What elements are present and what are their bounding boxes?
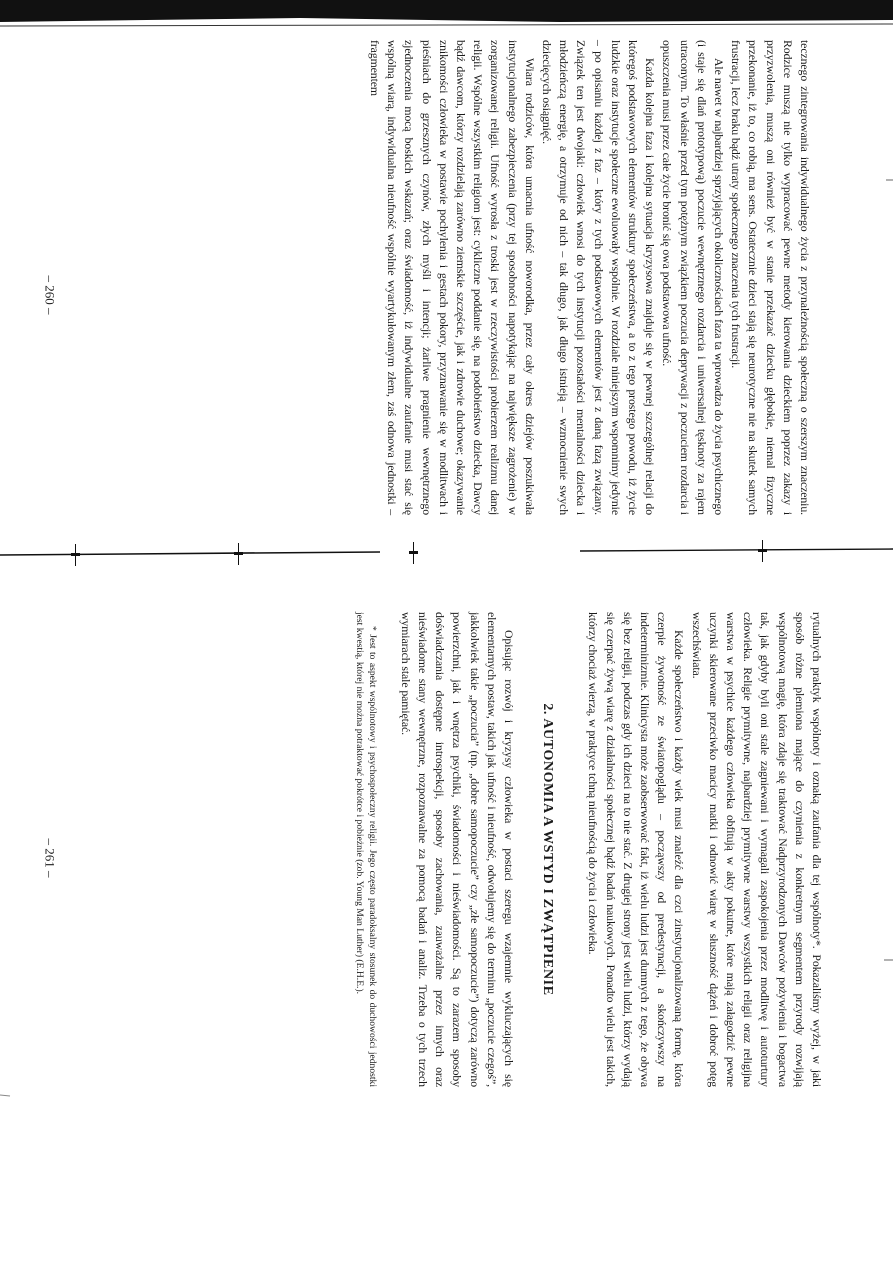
left-page-column	[88, 40, 813, 515]
gutter-rule-right	[580, 549, 893, 551]
paragraph: Wiara rodziców, która umacnia ufność noworodka, przez cały okres dziejów poszukiwała instytucjonalnego zabezpieczenia (przy tej sposobności napotykając na największe zagrożenie) w zorganizowanej religii. Ufność wyrosła z troski jest w rzeczywistości probierzem realizmu danej religii. Wspólne wszystkim religiom jest: cykliczne poddanie się, na podobieństwo dziecka, Dawcy bądź dawcom, którzy rozdzielają zarówno ziemskie szczęście, jak i zdrowie duchowe; okazywanie znikomości człowieka w postawie pochylenia i gestach pokory, przyznawanie się w modlitwach i pieśniach do grzesznych czynów, złych myśli i intencji; żarliwe pragnienie wewnętrznego zjednoczenia mocą boskich wskazań; oraz świadomość, iż indywidualne zaufanie musi stać się wspólną wiarą, indywidualna nieufność wspólnie wyartykułowanym złem, zaś odnowa jednostki – fragmentem	[367, 40, 537, 515]
paragraph: Każda kolejna faza i kolejna sytuacja kryzysowa znajduje się w pewnej szczególnej relacji do któregoś podstawowych elementów struktury społeczeństwa, a to z tego prostego powodu, iż życie ludzkie oraz instytucje społeczne ewoluowały wspólnie. W rozdziale niniejszym wspomnimy jedynie – po opisaniu każdej z faz – który z tych podstawowych elementów jest z daną fazą związany. Związek ten jest dwojaki: człowiek wnosi do tych instytucji pozostałości mentalności dziecka i młodzieńczą energię, a otrzymuje od nich – tak długo, jak długo istnieją – wzmocnienie swych dziecięcych osiągnięć.	[539, 40, 658, 515]
gutter-tick	[409, 551, 418, 554]
footnote-text: * Jest to aspekt wspólnotowy i psychospołeczny religii. Jego często paradoksalny stosunek do duchowości jednostki jest kwestią, której nie można potraktować pokrótce i pobieżnie (zob. Young Man Luther) (E.H.E.).	[353, 612, 378, 1087]
paragraph: Opisując rozwój i kryzysy człowieka w postaci szeregu wzajemnie wykluczających się elementarnych postaw, takich jak ufność i nieufność, odwołujemy się do terminu „poczucie czegoś”, jakkolwiek takie „poczucia” (np. „dobre samopoczucie” czy „złe samopoczucie”) dotyczą zarówno powierzchni, jak i wnętrza psychiki, świadomości i nieświadomości. Są to zarazem sposoby doświadczania dostępne introspekcji, sposoby zachowania, zauważalne przez innych oraz nieświadome stany wewnętrzne, rozpoznawalne za pomocą badań i analiz. Trzeba o tych trzech wymiarach stale pamiętać.	[398, 612, 516, 1087]
top-scan-line	[0, 24, 893, 26]
right-page-column	[100, 612, 825, 1087]
edge-mark	[0, 1095, 10, 1096]
gutter-tick	[758, 549, 767, 552]
page-number-260: – 260 –	[42, 275, 58, 315]
gutter-tick	[234, 552, 243, 555]
paragraph: rytualnych praktyk wspólnoty i oznaką zaufania dla tej wspólnoty*. Pokazaliśmy wyżej, w jaki sposób różne plemiona mające do czynienia z konkretnym segmentem przyrody rozwijają wspólnotową magię, która zdaje się traktować Nadprzyrodzonych Dawców pożywienia i bogactwa tak, jak gdyby byli oni stale zagniewani i wymagali zaspokojenia przez modlitwę i autoturtury człowieka. Religie prymitywne, najbardziej prymitywne warstwy wszystkich religii oraz religijna warstwa w psychice każdego człowieka obfitują w akty pokutne, które mają załagodzić pewne uczynki skierowane przeciwko macicy matki i odnowić wiarę w słuszność dążeń i dobroć potęg wszechświata.	[689, 612, 824, 1087]
paragraph: tecznego zintegrowania indywidualnego życia z przynależnością społeczną o szerszym znaczeniu. Rodzice muszą nie tylko wypracować pewne metody kierowania dzieckiem poprzez zakazy i przyzwolenia, muszą oni również być w stanie przekazać dziecku głębokie, niemal fizyczne przekonanie, iż to, co robią, ma sens. Ostatecznie dzieci stają się neurotyczne nie na skutek samych frustracji, lecz braku bądź utraty społecznego znaczenia tych frustracji.	[729, 40, 812, 515]
right-page-body	[397, 612, 825, 1087]
section-heading: 2. AUTONOMIA A WSTYD I ZWĄTPIENIE	[540, 703, 556, 996]
footnote	[353, 612, 379, 1087]
gutter-rule-left	[0, 552, 380, 555]
paragraph: Każde społeczeństwo i każdy wiek musi znaleźć dla czci zinstytucjonalizowaną formę, która czerpie żywotność ze światopoglądu – począwszy od predestynacji, a skończywszy na indeterminizmie. Klinicysta może zaobserwować fakt, iż wielu ludzi jest dumnych z tego, że obywa się bez religii, podczas gdy ich dzieci na to nie stać. Z drugiej strony jest wielu ludzi, którzy wydają się czerpać żywą wiarę z działalności społecznej bądź badań naukowych. Ponadto wielu jest takich, którzy chociaż wierzą, w praktyce tchną nieufnością do życia i człowieka.	[586, 612, 687, 1087]
gutter-tick	[71, 553, 80, 556]
paragraph: Ale nawet w najbardziej sprzyjających okolicznościach faza ta wprowadza do życia psychicznego (i staje się dlań prototypową) poczucie wewnętrznego rozdarcia i uniwersalnej tęsknoty za rajem utraconym. To właśnie przed tym potężnym związkiem poczucia deprywacji z poczuciem rozdarcia i opuszczenia musi przez całe życie bronić się owa podstawowa ufność.	[660, 40, 726, 515]
top-scan-edge	[0, 0, 893, 22]
page-number-261: – 261 –	[42, 838, 58, 878]
